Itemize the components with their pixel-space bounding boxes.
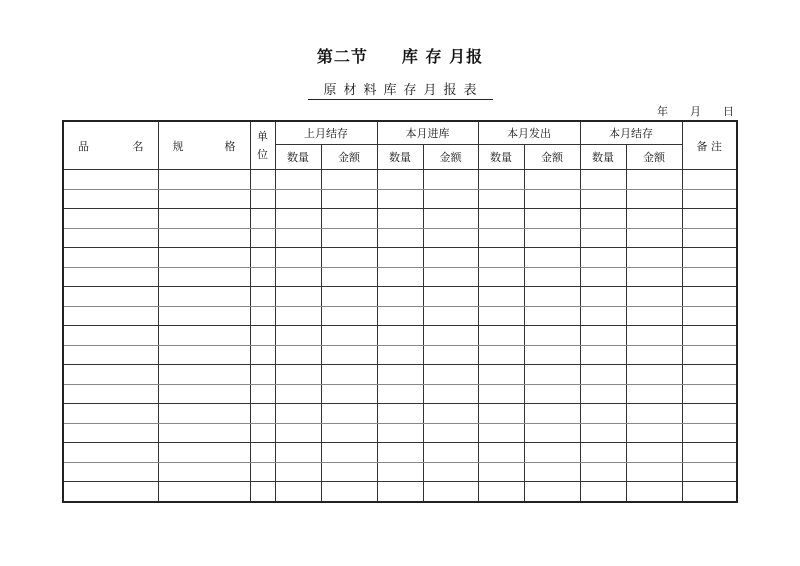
cell-out-qty[interactable] [478, 462, 524, 482]
cell-bal-amount[interactable] [626, 482, 682, 502]
cell-in-amount[interactable] [423, 306, 478, 326]
cell-out-qty[interactable] [478, 404, 524, 424]
cell-out-amount[interactable] [524, 306, 580, 326]
cell-out-qty[interactable] [478, 189, 524, 209]
cell-item-name[interactable] [63, 326, 158, 346]
cell-last-qty[interactable] [275, 345, 321, 365]
cell-unit[interactable] [250, 228, 275, 248]
header-quantity: 数量 [275, 145, 321, 170]
cell-out-qty[interactable] [478, 482, 524, 502]
cell-in-qty[interactable] [377, 404, 423, 424]
cell-bal-amount[interactable] [626, 306, 682, 326]
cell-in-qty[interactable] [377, 306, 423, 326]
cell-out-amount[interactable] [524, 189, 580, 209]
cell-remarks[interactable] [682, 404, 737, 424]
cell-out-amount[interactable] [524, 228, 580, 248]
cell-last-amount[interactable] [321, 345, 377, 365]
cell-remarks[interactable] [682, 248, 737, 268]
cell-item-name[interactable] [63, 267, 158, 287]
cell-spec[interactable] [158, 365, 250, 385]
cell-in-qty[interactable] [377, 189, 423, 209]
header-this-month-receipts: 本月进库 [377, 121, 478, 145]
cell-unit[interactable] [250, 306, 275, 326]
table-row [63, 404, 737, 424]
cell-remarks[interactable] [682, 306, 737, 326]
cell-bal-qty[interactable] [580, 228, 626, 248]
cell-item-name[interactable] [63, 248, 158, 268]
cell-bal-amount[interactable] [626, 209, 682, 229]
cell-in-amount[interactable] [423, 170, 478, 190]
cell-in-amount[interactable] [423, 462, 478, 482]
cell-last-amount[interactable] [321, 482, 377, 502]
cell-bal-amount[interactable] [626, 326, 682, 346]
cell-out-qty[interactable] [478, 423, 524, 443]
cell-out-qty[interactable] [478, 384, 524, 404]
cell-unit[interactable] [250, 345, 275, 365]
cell-last-amount[interactable] [321, 248, 377, 268]
cell-unit[interactable] [250, 248, 275, 268]
cell-item-name[interactable] [63, 287, 158, 307]
cell-in-amount[interactable] [423, 189, 478, 209]
cell-in-amount[interactable] [423, 267, 478, 287]
cell-in-qty[interactable] [377, 267, 423, 287]
cell-item-name[interactable] [63, 423, 158, 443]
cell-bal-qty[interactable] [580, 209, 626, 229]
cell-in-amount[interactable] [423, 365, 478, 385]
cell-unit[interactable] [250, 326, 275, 346]
cell-last-qty[interactable] [275, 170, 321, 190]
cell-in-amount[interactable] [423, 345, 478, 365]
cell-out-qty[interactable] [478, 287, 524, 307]
table-row [63, 287, 737, 307]
cell-bal-amount[interactable] [626, 423, 682, 443]
cell-last-amount[interactable] [321, 228, 377, 248]
cell-last-amount[interactable] [321, 462, 377, 482]
table-row [63, 365, 737, 385]
table-row [63, 306, 737, 326]
cell-out-qty[interactable] [478, 209, 524, 229]
cell-out-amount[interactable] [524, 462, 580, 482]
cell-remarks[interactable] [682, 443, 737, 463]
inventory-report-table [62, 120, 738, 503]
header-remarks: 备 注 [682, 121, 737, 170]
cell-last-amount[interactable] [321, 306, 377, 326]
cell-item-name[interactable] [63, 443, 158, 463]
page-title: 第二节 库 存 月报 [316, 47, 484, 66]
form-subtitle: 原材料库存月报表 [308, 82, 493, 100]
cell-last-amount[interactable] [321, 443, 377, 463]
cell-out-amount[interactable] [524, 482, 580, 502]
cell-out-qty[interactable] [478, 345, 524, 365]
cell-spec[interactable] [158, 170, 250, 190]
cell-item-name[interactable] [63, 482, 158, 502]
cell-spec[interactable] [158, 189, 250, 209]
cell-spec[interactable] [158, 482, 250, 502]
cell-bal-amount[interactable] [626, 384, 682, 404]
cell-out-amount[interactable] [524, 170, 580, 190]
cell-last-amount[interactable] [321, 267, 377, 287]
cell-remarks[interactable] [682, 170, 737, 190]
cell-in-qty[interactable] [377, 443, 423, 463]
cell-out-qty[interactable] [478, 365, 524, 385]
cell-in-qty[interactable] [377, 423, 423, 443]
cell-bal-amount[interactable] [626, 462, 682, 482]
table-row [63, 384, 737, 404]
cell-bal-qty[interactable] [580, 306, 626, 326]
cell-out-amount[interactable] [524, 248, 580, 268]
month-label: 月 [690, 105, 701, 118]
cell-in-amount[interactable] [423, 228, 478, 248]
cell-out-qty[interactable] [478, 306, 524, 326]
cell-last-qty[interactable] [275, 228, 321, 248]
cell-unit[interactable] [250, 384, 275, 404]
cell-spec[interactable] [158, 306, 250, 326]
cell-last-amount[interactable] [321, 365, 377, 385]
cell-last-amount[interactable] [321, 384, 377, 404]
cell-out-amount[interactable] [524, 287, 580, 307]
cell-out-qty[interactable] [478, 170, 524, 190]
cell-in-amount[interactable] [423, 326, 478, 346]
cell-out-amount[interactable] [524, 345, 580, 365]
cell-in-qty[interactable] [377, 365, 423, 385]
table-row [63, 326, 737, 346]
cell-out-amount[interactable] [524, 326, 580, 346]
table-row [63, 345, 737, 365]
cell-unit[interactable] [250, 443, 275, 463]
cell-bal-amount[interactable] [626, 170, 682, 190]
cell-remarks[interactable] [682, 462, 737, 482]
cell-unit[interactable] [250, 404, 275, 424]
cell-last-amount[interactable] [321, 326, 377, 346]
cell-in-amount[interactable] [423, 248, 478, 268]
cell-spec[interactable] [158, 209, 250, 229]
cell-out-amount[interactable] [524, 209, 580, 229]
cell-out-amount[interactable] [524, 443, 580, 463]
cell-unit[interactable] [250, 423, 275, 443]
cell-spec[interactable] [158, 228, 250, 248]
cell-bal-qty[interactable] [580, 423, 626, 443]
cell-bal-qty[interactable] [580, 287, 626, 307]
cell-last-amount[interactable] [321, 189, 377, 209]
cell-last-qty[interactable] [275, 326, 321, 346]
cell-out-qty[interactable] [478, 443, 524, 463]
cell-in-amount[interactable] [423, 287, 478, 307]
header-this-month-balance: 本月结存 [580, 121, 682, 145]
cell-last-amount[interactable] [321, 287, 377, 307]
cell-in-qty[interactable] [377, 209, 423, 229]
table-row [63, 482, 737, 502]
table-row [63, 248, 737, 268]
cell-remarks[interactable] [682, 423, 737, 443]
cell-unit[interactable] [250, 287, 275, 307]
cell-spec[interactable] [158, 267, 250, 287]
cell-remarks[interactable] [682, 384, 737, 404]
cell-bal-amount[interactable] [626, 365, 682, 385]
cell-out-amount[interactable] [524, 423, 580, 443]
header-amount: 金额 [524, 145, 580, 170]
cell-in-qty[interactable] [377, 345, 423, 365]
cell-last-qty[interactable] [275, 482, 321, 502]
cell-spec[interactable] [158, 443, 250, 463]
cell-spec[interactable] [158, 326, 250, 346]
header-spec: 规 格 [158, 121, 250, 170]
cell-item-name[interactable] [63, 228, 158, 248]
cell-item-name[interactable] [63, 345, 158, 365]
cell-spec[interactable] [158, 462, 250, 482]
cell-last-qty[interactable] [275, 384, 321, 404]
cell-in-qty[interactable] [377, 228, 423, 248]
cell-unit[interactable] [250, 267, 275, 287]
table-row [63, 209, 737, 229]
cell-spec[interactable] [158, 404, 250, 424]
cell-unit[interactable] [250, 462, 275, 482]
cell-bal-qty[interactable] [580, 170, 626, 190]
cell-bal-qty[interactable] [580, 326, 626, 346]
cell-unit[interactable] [250, 170, 275, 190]
cell-last-qty[interactable] [275, 287, 321, 307]
header-quantity: 数量 [478, 145, 524, 170]
header-item-name: 品 名 [63, 121, 158, 170]
cell-in-qty[interactable] [377, 287, 423, 307]
cell-item-name[interactable] [63, 462, 158, 482]
cell-out-qty[interactable] [478, 248, 524, 268]
cell-bal-qty[interactable] [580, 248, 626, 268]
cell-bal-qty[interactable] [580, 404, 626, 424]
cell-bal-amount[interactable] [626, 189, 682, 209]
cell-remarks[interactable] [682, 326, 737, 346]
header-unit: 单 位 [250, 121, 275, 170]
cell-last-amount[interactable] [321, 404, 377, 424]
cell-item-name[interactable] [63, 209, 158, 229]
cell-unit[interactable] [250, 209, 275, 229]
cell-in-qty[interactable] [377, 384, 423, 404]
cell-last-qty[interactable] [275, 306, 321, 326]
cell-item-name[interactable] [63, 170, 158, 190]
header-last-month-balance: 上月结存 [275, 121, 377, 145]
cell-in-qty[interactable] [377, 170, 423, 190]
cell-spec[interactable] [158, 248, 250, 268]
cell-bal-qty[interactable] [580, 384, 626, 404]
header-quantity: 数量 [377, 145, 423, 170]
table-row [63, 170, 737, 190]
cell-out-amount[interactable] [524, 267, 580, 287]
cell-last-qty[interactable] [275, 189, 321, 209]
cell-unit[interactable] [250, 482, 275, 502]
header-amount: 金额 [626, 145, 682, 170]
cell-item-name[interactable] [63, 365, 158, 385]
cell-last-qty[interactable] [275, 267, 321, 287]
year-label: 年 [657, 105, 668, 118]
cell-item-name[interactable] [63, 404, 158, 424]
cell-in-amount[interactable] [423, 404, 478, 424]
cell-spec[interactable] [158, 287, 250, 307]
cell-out-qty[interactable] [478, 228, 524, 248]
cell-last-qty[interactable] [275, 443, 321, 463]
cell-bal-amount[interactable] [626, 287, 682, 307]
date-line [657, 103, 734, 119]
cell-last-amount[interactable] [321, 423, 377, 443]
cell-out-qty[interactable] [478, 267, 524, 287]
cell-remarks[interactable] [682, 267, 737, 287]
cell-unit[interactable] [250, 189, 275, 209]
cell-in-qty[interactable] [377, 248, 423, 268]
cell-in-qty[interactable] [377, 482, 423, 502]
cell-item-name[interactable] [63, 189, 158, 209]
cell-bal-amount[interactable] [626, 443, 682, 463]
cell-unit[interactable] [250, 365, 275, 385]
cell-spec[interactable] [158, 384, 250, 404]
table-row [63, 443, 737, 463]
cell-remarks[interactable] [682, 482, 737, 502]
cell-remarks[interactable] [682, 345, 737, 365]
table-body [63, 170, 737, 502]
cell-bal-qty[interactable] [580, 365, 626, 385]
cell-bal-qty[interactable] [580, 267, 626, 287]
cell-in-amount[interactable] [423, 482, 478, 502]
cell-last-amount[interactable] [321, 209, 377, 229]
cell-remarks[interactable] [682, 365, 737, 385]
cell-in-amount[interactable] [423, 443, 478, 463]
cell-bal-amount[interactable] [626, 228, 682, 248]
header-this-month-issues: 本月发出 [478, 121, 580, 145]
cell-remarks[interactable] [682, 287, 737, 307]
table-row [63, 423, 737, 443]
cell-bal-qty[interactable] [580, 189, 626, 209]
table-row [63, 189, 737, 209]
header-amount: 金额 [423, 145, 478, 170]
table-row [63, 267, 737, 287]
cell-last-qty[interactable] [275, 423, 321, 443]
cell-bal-amount[interactable] [626, 404, 682, 424]
cell-remarks[interactable] [682, 189, 737, 209]
cell-in-qty[interactable] [377, 462, 423, 482]
cell-spec[interactable] [158, 345, 250, 365]
cell-bal-amount[interactable] [626, 345, 682, 365]
cell-last-qty[interactable] [275, 462, 321, 482]
cell-last-qty[interactable] [275, 404, 321, 424]
day-label: 日 [723, 105, 734, 118]
cell-last-qty[interactable] [275, 209, 321, 229]
cell-bal-qty[interactable] [580, 482, 626, 502]
cell-bal-qty[interactable] [580, 462, 626, 482]
cell-bal-amount[interactable] [626, 248, 682, 268]
cell-last-qty[interactable] [275, 365, 321, 385]
cell-item-name[interactable] [63, 306, 158, 326]
cell-in-amount[interactable] [423, 423, 478, 443]
cell-bal-qty[interactable] [580, 443, 626, 463]
cell-spec[interactable] [158, 423, 250, 443]
cell-in-amount[interactable] [423, 209, 478, 229]
cell-out-amount[interactable] [524, 384, 580, 404]
cell-last-qty[interactable] [275, 248, 321, 268]
cell-bal-qty[interactable] [580, 345, 626, 365]
header-amount: 金额 [321, 145, 377, 170]
cell-in-amount[interactable] [423, 384, 478, 404]
cell-out-qty[interactable] [478, 326, 524, 346]
cell-item-name[interactable] [63, 384, 158, 404]
cell-remarks[interactable] [682, 209, 737, 229]
table-row [63, 462, 737, 482]
header-quantity: 数量 [580, 145, 626, 170]
cell-in-qty[interactable] [377, 326, 423, 346]
cell-out-amount[interactable] [524, 404, 580, 424]
cell-remarks[interactable] [682, 228, 737, 248]
table-row [63, 228, 737, 248]
cell-out-amount[interactable] [524, 365, 580, 385]
cell-bal-amount[interactable] [626, 267, 682, 287]
cell-last-amount[interactable] [321, 170, 377, 190]
